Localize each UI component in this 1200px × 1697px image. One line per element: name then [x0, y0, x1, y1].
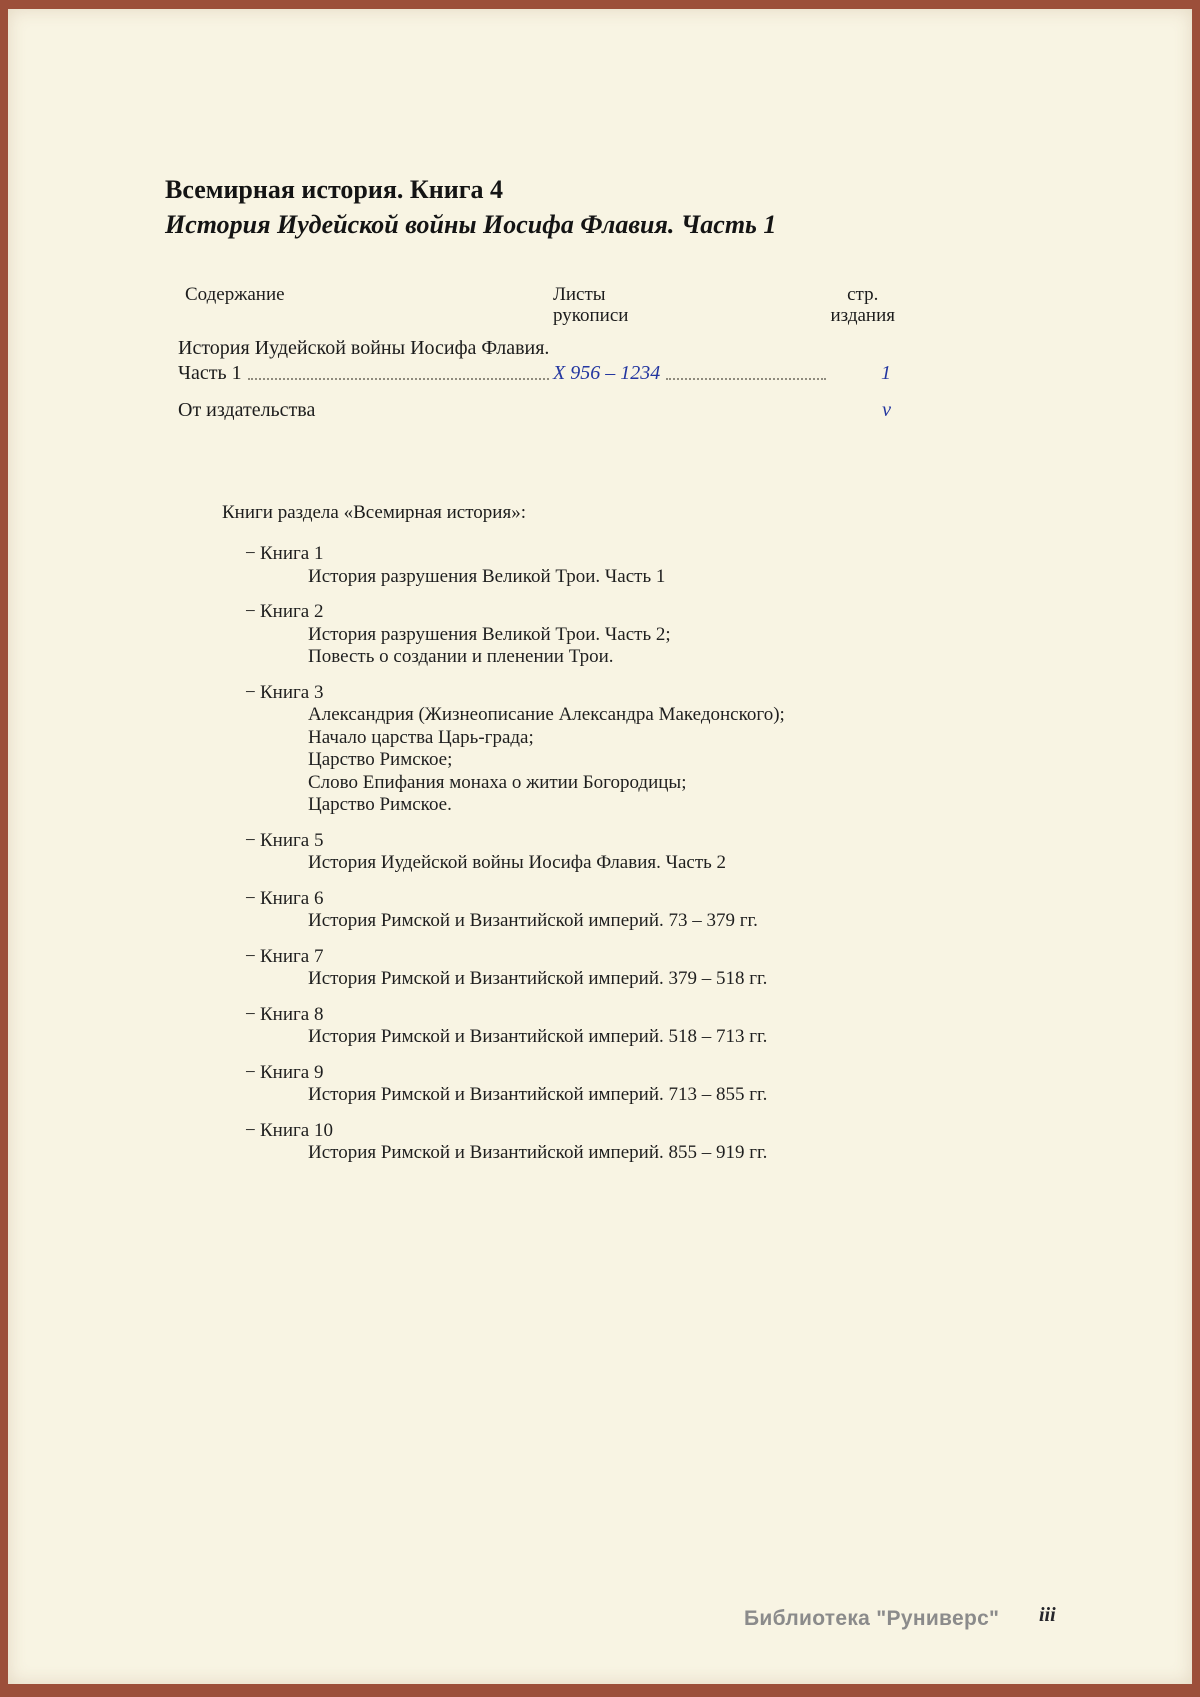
book-label: Книга 9	[260, 1061, 324, 1083]
book-label: Книга 10	[260, 1119, 333, 1141]
book-list-item	[245, 1004, 905, 1049]
page-number: iii	[1039, 1604, 1056, 1626]
dash-bullet: −	[245, 887, 256, 909]
book-list-item	[245, 1062, 905, 1107]
book-description-line: История Римской и Византийской империй. 379 – 518 гг.	[308, 968, 768, 990]
book-label: Книга 6	[260, 887, 324, 909]
toc-entry	[165, 398, 905, 422]
dash-bullet: −	[245, 829, 256, 851]
book-description-line: Слово Епифания монаха о житии Богородицы;	[308, 771, 687, 793]
dash-bullet: −	[245, 945, 256, 967]
toc-col-sheets-line2: рукописи	[553, 305, 629, 327]
book-description-line: Александрия (Жизнеописание Александра Македонского);	[308, 704, 785, 726]
book-description-line: Повесть о создании и пленении Трои.	[308, 646, 614, 668]
toc-col-page	[740, 284, 905, 326]
book-label: Книга 7	[260, 945, 324, 967]
toc-col-page-line2: издания	[830, 305, 895, 327]
toc-col-page-line1: стр.	[847, 284, 879, 306]
book-list-item	[245, 888, 905, 933]
dotted-leader	[666, 361, 826, 380]
page-header	[165, 174, 905, 240]
book-description-line: История Римской и Византийской империй. 73 – 379 гг.	[308, 910, 758, 932]
dash-bullet: −	[245, 601, 256, 623]
toc-entry-page: 1	[881, 362, 891, 385]
book-list-item	[245, 682, 905, 817]
toc-header-row	[165, 284, 905, 326]
book-description-line: История Римской и Византийской империй. 518 – 713 гг.	[308, 1026, 768, 1048]
toc-entry-title-line1: История Иудейской войны Иосифа Флавия.	[178, 337, 550, 360]
book-description-line: Царство Римское;	[308, 749, 453, 771]
page-content	[165, 0, 905, 1178]
book-description-line: История разрушения Великой Трои. Часть 2;	[308, 623, 671, 645]
toc-entry-sheets: X 956 – 1234	[553, 362, 661, 385]
book-list-item	[245, 830, 905, 875]
book-label: Книга 1	[260, 543, 324, 565]
book-list-item	[245, 543, 905, 588]
toc-entry-title-line2: Часть 1	[178, 362, 242, 385]
book-label: Книга 2	[260, 601, 324, 623]
book-list-item	[245, 946, 905, 991]
dotted-leader	[248, 361, 549, 380]
dash-bullet: −	[245, 1119, 256, 1141]
toc-entry	[165, 336, 905, 385]
book-label: Книга 5	[260, 829, 324, 851]
dash-bullet: −	[245, 1061, 256, 1083]
book-list-item	[245, 1120, 905, 1165]
book-subtitle: История Иудейской войны Иосифа Флавия. Часть 1	[165, 210, 777, 240]
toc-col-content: Содержание	[185, 284, 285, 306]
book-description-line: История Римской и Византийской империй. 713 – 855 гг.	[308, 1084, 768, 1106]
library-watermark: Библиотека "Руниверс"	[744, 1607, 1000, 1630]
series-heading: Книги раздела «Всемирная история»:	[222, 502, 526, 524]
toc-col-sheets-line1: Листы	[553, 284, 606, 306]
toc-col-sheets	[553, 284, 740, 326]
toc-entry-title: От издательства	[178, 399, 316, 422]
book-description-line: История Римской и Византийской империй. 855 – 919 гг.	[308, 1142, 768, 1164]
book-list-item	[245, 601, 905, 669]
dash-bullet: −	[245, 1003, 256, 1025]
table-of-contents	[165, 284, 905, 422]
dash-bullet: −	[245, 543, 256, 565]
book-description-line: История Иудейской войны Иосифа Флавия. Часть 2	[308, 852, 727, 874]
series-book-list	[165, 502, 905, 1165]
book-title: Всемирная история. Книга 4	[165, 175, 504, 204]
book-label: Книга 3	[260, 681, 324, 703]
book-description-line: История разрушения Великой Трои. Часть 1	[308, 565, 666, 587]
dash-bullet: −	[245, 681, 256, 703]
book-label: Книга 8	[260, 1003, 324, 1025]
book-description-line: Царство Римское.	[308, 794, 452, 816]
toc-entry-page: v	[882, 399, 891, 422]
book-description-line: Начало царства Царь-града;	[308, 726, 534, 748]
